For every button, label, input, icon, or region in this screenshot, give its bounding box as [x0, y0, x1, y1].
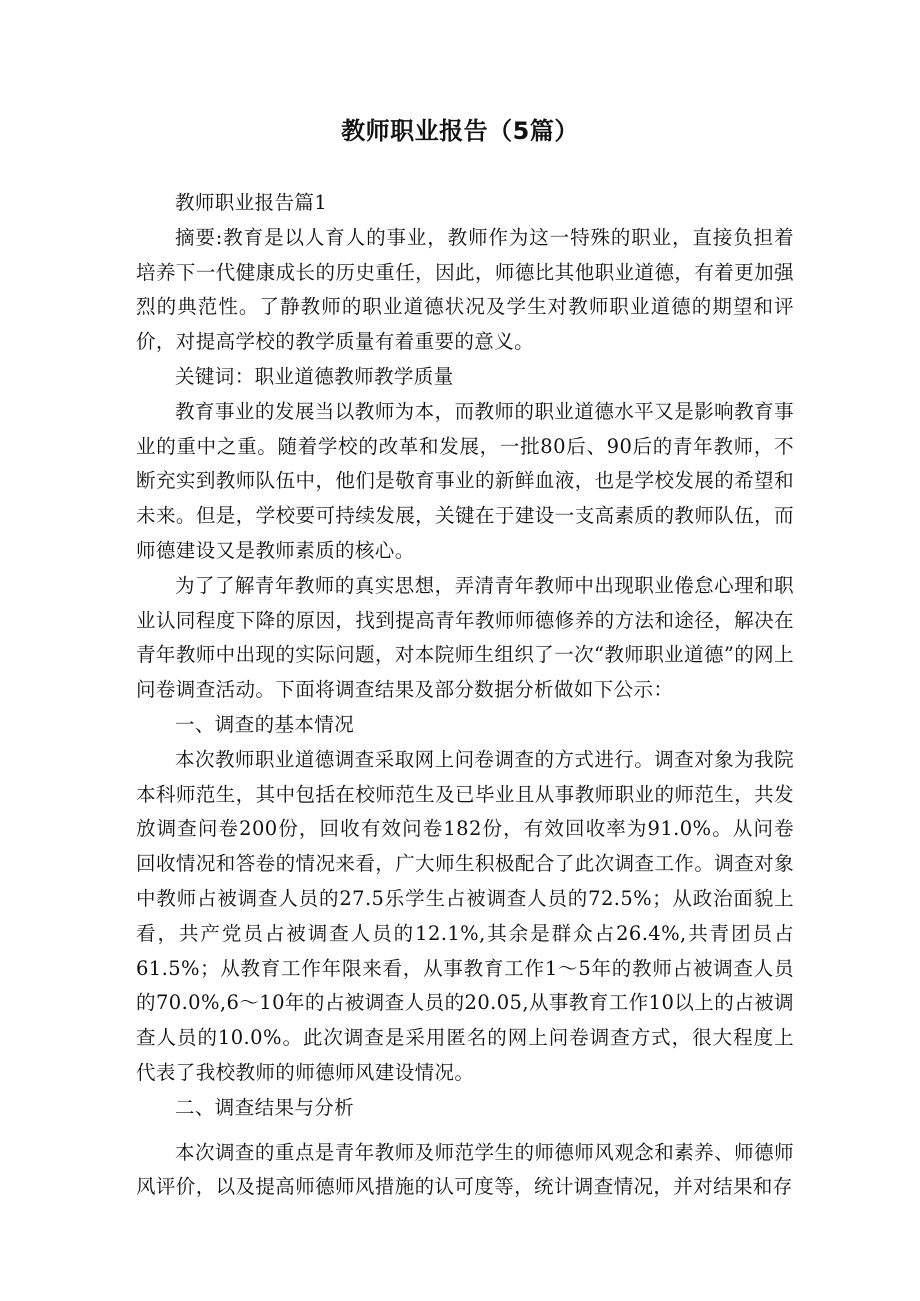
section-label: 教师职业报告篇1 [175, 191, 328, 214]
paragraph-gap [136, 1126, 794, 1136]
document-title: 教师职业报告（5篇） [341, 117, 579, 145]
document-body [136, 186, 794, 1205]
body-paragraph-1: 教育事业的发展当以教师为本，而教师的职业道德水平又是影响教育事业的重中之重。随着学校的改革和发展，一批80后、90后的青年教师，不断充实到教师队伍中，他们是敬育事业的新鲜血液，也是学校发展的希望和未来。但是，学校要可持续发展，关键在于建设一支高素质的教师队伍，而师德建设又是教师素质的核心。 [136, 399, 794, 562]
section-heading-1: 一、调查的基本情况 [175, 712, 355, 736]
body-paragraph-4: 本次调查的重点是青年教师及师范学生的师德师风观念和素养、师德师风评价，以及提高师德师风措施的认可度等，统计调查情况，并对结果和存 [136, 1140, 794, 1199]
section-heading-2: 二、调查结果与分析 [175, 1095, 355, 1119]
keywords-line: 关键词：职业道德教师教学质量 [175, 364, 454, 388]
abstract-paragraph: 摘要:教育是以人育人的事业，教师作为这一特殊的职业，直接负担着培养下一代健康成长的历史重任，因此，师德比其他职业道德，有着更加强烈的典范性。了静教师的职业道德状况及学生对教师职业道德的期望和评价，对提高学校的教学质量有着重要的意义。 [136, 225, 794, 354]
body-paragraph-2: 为了了解青年教师的真实思想，弄清青年教师中出现职业倦怠心理和职业认同程度下降的原因，找到提高青年教师师德修养的方法和途径，解决在青年教师中出现的实际问题，对本院师生组织了一次“教师职业道德”的网上问卷调查活动。下面将调查结果及部分数据分析做如下公示： [136, 573, 794, 702]
body-paragraph-3: 本次教师职业道德调查采取网上问卷调查的方式进行。调查对象为我院本科师范生，其中包括在校师范生及已毕业且从事教师职业的师范生，共发放调查问卷200份，回收有效问卷182份，有效回收率为91.0%。从问卷回收情况和答卷的情况来看，广大师生积极配合了此次调查工作。调查对象中教师占被调查人员的27.5乐学生占被调查人员的72.5%；从政治面貌上看，共产党员占被调查人员的12.1%,其余是群众占26.4%,共青团员占61.5%；从教育工作年限来看，从事教育工作1～5年的教师占被调查人员的70.0%,6～10年的占被调查人员的20.05,从事教育工作10以上的占被调查人员的10.0%。此次调查是采用匿名的网上问卷调查方式，很大程度上代表了我校教师的师德师风建设情况。 [136, 747, 794, 1084]
